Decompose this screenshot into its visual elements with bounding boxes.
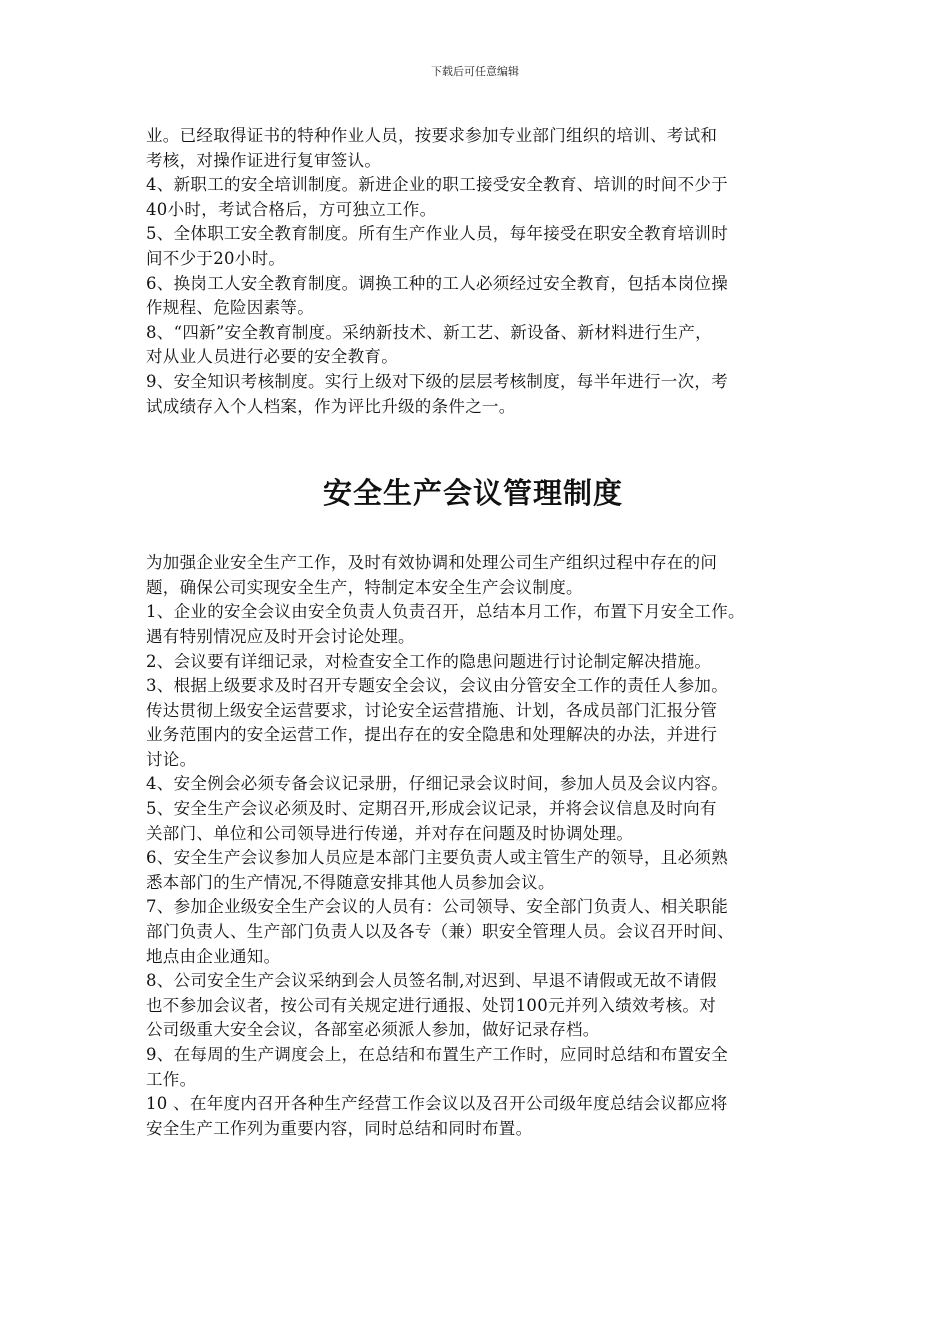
document-body [146, 124, 812, 1141]
text-line: 为加强企业安全生产工作，及时有效协调和处理公司生产组织过程中存在的问 [146, 553, 718, 573]
text-line: 4、新职工的安全培训制度。新进企业的职工接受安全教育、培训的时间不少于 [146, 175, 728, 195]
text-line: 业。已经取得证书的特种作业人员，按要求参加专业部门组织的培训、考试和 [146, 126, 718, 145]
text-line: 2、会议要有详细记录，对检查安全工作的隐患问题进行讨论制定解决措施。 [146, 651, 712, 671]
text-line: 传达贯彻上级安全运营要求，讨论安全运营措施、计划，各成员部门汇报分管 [146, 700, 718, 720]
text-line: 5、全体职工安全教育制度。所有生产作业人员，每年接受在职安全教育培训时 [146, 224, 728, 244]
text-line: 部门负责人、生产部门负责人以及各专（兼）职安全管理人员。会议召开时间、 [146, 922, 734, 942]
text-line: 4、安全例会必须专备会议记录册，仔细记录会议时间，参加人员及会议内容。 [146, 774, 728, 794]
text-line: 工作。 [146, 1069, 197, 1089]
text-line: 试成绩存入个人档案，作为评比升级的条件之一。 [146, 396, 516, 416]
meeting-management-section [146, 551, 812, 1141]
text-line: 作规程、危险因素等。 [146, 298, 314, 318]
page-header-note: 下载后可任意编辑 [431, 65, 519, 78]
text-line: 40小时，考试合格后，方可独立工作。 [146, 199, 437, 219]
text-line: 6、换岗工人安全教育制度。调换工种的工人必须经过安全教育，包括本岗位操 [146, 273, 728, 293]
text-line: 关部门、单位和公司领导进行传递，并对存在问题及时协调处理。 [146, 823, 634, 843]
text-line: 3、根据上级要求及时召开专题安全会议，会议由分管安全工作的责任人参加。 [146, 676, 728, 696]
text-line: 悉本部门的生产情况,不得随意安排其他人员参加会议。 [146, 872, 555, 892]
text-line: 公司级重大安全会议，各部室必须派人参加，做好记录存档。 [146, 1020, 600, 1040]
text-line: 也不参加会议者，按公司有关规定进行通报、处罚100元并列入绩效考核。对 [146, 995, 716, 1015]
text-line: 考核，对操作证进行复审签认。 [146, 150, 382, 170]
text-line: 题，确保公司实现安全生产，特制定本安全生产会议制度。 [146, 577, 583, 597]
text-line: 7、参加企业级安全生产会议的人员有：公司领导、安全部门负责人、相关职能 [146, 897, 728, 917]
section-title: 安全生产会议管理制度 [322, 476, 623, 511]
text-line: 对从业人员进行必要的安全教育。 [146, 347, 398, 367]
text-line: 8、公司安全生产会议采纳到会人员签名制,对迟到、早退不请假或无故不请假 [146, 971, 717, 991]
text-line: 地点由企业通知。 [146, 946, 281, 966]
text-line: 安全生产工作列为重要内容，同时总结和同时布置。 [146, 1118, 533, 1138]
text-line: 间不少于20小时。 [146, 248, 286, 268]
text-line: 9、在每周的生产调度会上，在总结和布置生产工作时，应同时总结和布置安全 [146, 1045, 728, 1064]
text-line: 8、“四新”安全教育制度。采纳新技术、新工艺、新设备、新材料进行生产， [146, 322, 712, 342]
safety-education-section [146, 124, 812, 419]
text-line: 讨论。 [146, 749, 197, 769]
text-line: 9、安全知识考核制度。实行上级对下级的层层考核制度，每半年进行一次，考 [146, 371, 728, 391]
text-line: 遇有特别情况应及时开会讨论处理。 [146, 626, 415, 646]
text-line: 10 、在年度内召开各种生产经营工作会议以及召开公司级年度总结会议都应将 [146, 1094, 728, 1114]
text-line: 5、安全生产会议必须及时、定期召开,形成会议记录，并将会议信息及时向有 [146, 799, 717, 819]
text-line: 1、企业的安全会议由安全负责人负责召开，总结本月工作，布置下月安全工作。 [146, 602, 745, 622]
text-line: 6、安全生产会议参加人员应是本部门主要负责人或主管生产的领导，且必须熟 [146, 848, 728, 868]
text-line: 业务范围内的安全运营工作，提出存在的安全隐患和处理解决的办法，并进行 [146, 725, 718, 745]
